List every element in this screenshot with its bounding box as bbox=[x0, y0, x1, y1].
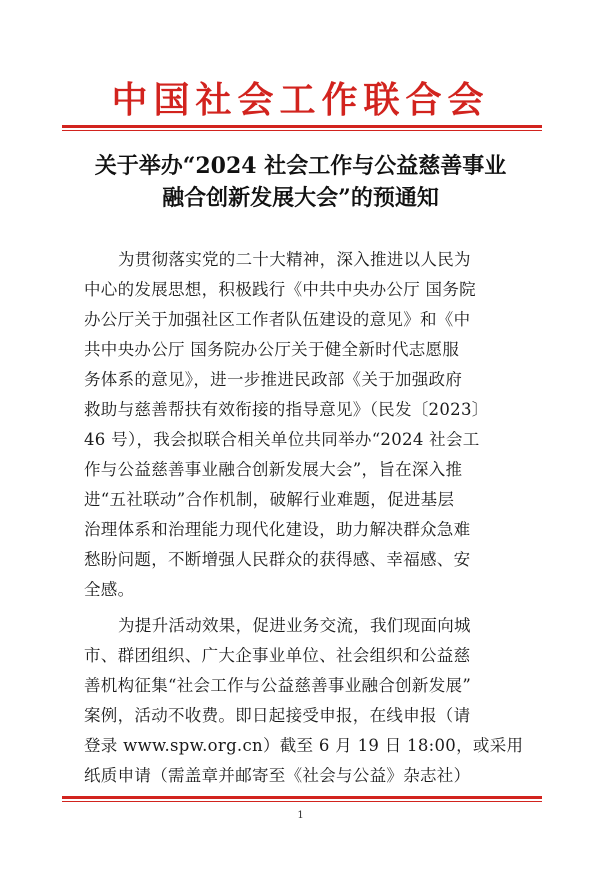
page-number: 1 bbox=[297, 810, 304, 821]
paragraph-line: 办公厅关于加强社区工作者队伍建设的意见》和《中 bbox=[84, 310, 471, 329]
notice-title-line-1: 关于举办“2024 社会工作与公益慈善事业 bbox=[94, 153, 507, 179]
paragraph-line: 市、群团组织、广大企事业单位、社会组织和公益慈 bbox=[84, 646, 471, 665]
paragraph-line: 为提升活动效果，促进业务交流，我们现面向城 bbox=[118, 616, 471, 635]
paragraph-line: 中心的发展思想，积极践行《中共中央办公厅 国务院 bbox=[84, 280, 476, 299]
notice-body bbox=[84, 245, 524, 791]
paragraph-line: 进“五社联动”合作机制，破解行业难题，促进基层 bbox=[84, 490, 455, 509]
paragraph-1 bbox=[84, 245, 524, 605]
paragraph-line: 46 号），我会拟联合相关单位共同举办“2024 社会工 bbox=[84, 430, 480, 449]
paragraph-line: 纸质申请（需盖章并邮寄至《社会与公益》杂志社） bbox=[84, 766, 471, 785]
notice-title bbox=[40, 150, 561, 214]
paragraph-line: 登录 www.spw.org.cn）截至 6 月 19 日 18:00，或采用 bbox=[84, 736, 524, 755]
header-rule-thin bbox=[62, 130, 542, 131]
paragraph-line: 救助与慈善帮扶有效衔接的指导意见》（民发〔2023〕 bbox=[84, 400, 489, 419]
paragraph-line: 作与公益慈善事业融合创新发展大会”，旨在深入推 bbox=[84, 460, 463, 479]
organization-header: 中国社会工作联合会 bbox=[111, 79, 490, 121]
paragraph-line: 治理体系和治理能力现代化建设，助力解决群众急难 bbox=[84, 520, 471, 539]
paragraph-line: 为贯彻落实党的二十大精神，深入推进以人民为 bbox=[118, 250, 471, 269]
paragraph-line: 务体系的意见》，进一步推进民政部《关于加强政府 bbox=[84, 370, 463, 389]
paragraph-line: 全感。 bbox=[84, 580, 135, 599]
notice-title-line-2: 融合创新发展大会”的预通知 bbox=[162, 185, 439, 211]
footer-rule-thin bbox=[62, 801, 542, 802]
paragraph-2 bbox=[84, 611, 524, 791]
paragraph-line: 案例，活动不收费。即日起接受申报，在线申报（请 bbox=[84, 706, 471, 725]
header-rule-thick bbox=[62, 125, 542, 128]
footer-rule-thick bbox=[62, 796, 542, 799]
paragraph-line: 共中央办公厅 国务院办公厅关于健全新时代志愿服 bbox=[84, 340, 460, 359]
paragraph-line: 善机构征集“社会工作与公益慈善事业融合创新发展” bbox=[84, 676, 472, 695]
paragraph-line: 愁盼问题，不断增强人民群众的获得感、幸福感、安 bbox=[84, 550, 471, 569]
